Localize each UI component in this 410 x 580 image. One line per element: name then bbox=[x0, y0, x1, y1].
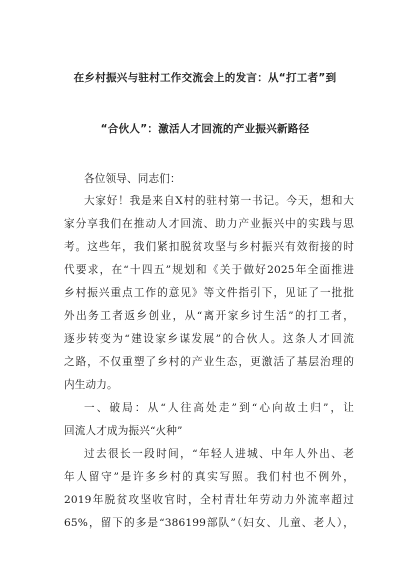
section-heading-line-2: 回流人才成为振兴“火种” bbox=[64, 425, 183, 437]
paragraph-3-line-1: 过去很长一段时间，“年轻人进城、中年人外出、老 bbox=[84, 448, 354, 460]
salutation: 各位领导、同志们： bbox=[84, 173, 181, 185]
paragraph-1-line-9: 内生动力。 bbox=[64, 379, 118, 391]
document-title-line-1: 在乡村振兴与驻村工作交流会上的发言：从“打工者”到 bbox=[73, 72, 337, 84]
paragraph-3-line-4: 65%，留下的多是“386199部队”（妇女、儿童、老人）， bbox=[64, 517, 354, 529]
paragraph-1-line-1: 大家好！我是来自X村的驻村第一书记。今天，想和大 bbox=[84, 195, 354, 207]
paragraph-3-line-2: 年人留守”是许多乡村的真实写照。我们村也不例外， bbox=[64, 471, 354, 483]
section-heading-line-1: 一、破局：从“人往高处走”到“心向故土归”，让 bbox=[84, 402, 354, 414]
document-title-line-2: “合伙人”：激活人才回流的产业振兴新路径 bbox=[100, 123, 310, 135]
paragraph-1-line-5: 乡村振兴重点工作的意见》等文件指引下，见证了一批批 bbox=[64, 287, 354, 299]
paragraph-1-line-3: 考。这些年，我们紧扣脱贫攻坚与乡村振兴有效衔接的时 bbox=[64, 241, 354, 253]
paragraph-1-line-7: 逐步转变为“建设家乡谋发展”的合伙人。这条人才回流 bbox=[64, 333, 354, 345]
paragraph-1-line-2: 家分享我们在推动人才回流、助力产业振兴中的实践与思 bbox=[64, 218, 354, 230]
paragraph-1-line-8: 之路，不仅重塑了乡村的产业生态，更激活了基层治理的 bbox=[64, 356, 354, 368]
paragraph-3-line-3: 2019年脱贫攻坚收官时，全村青壮年劳动力外流率超过 bbox=[64, 494, 354, 506]
paragraph-1-line-6: 外出务工者返乡创业，从“离开家乡讨生活”的打工者， bbox=[64, 310, 354, 322]
paragraph-1-line-4: 代要求，在“十四五”规划和《关于做好2025年全面推进 bbox=[64, 264, 354, 276]
